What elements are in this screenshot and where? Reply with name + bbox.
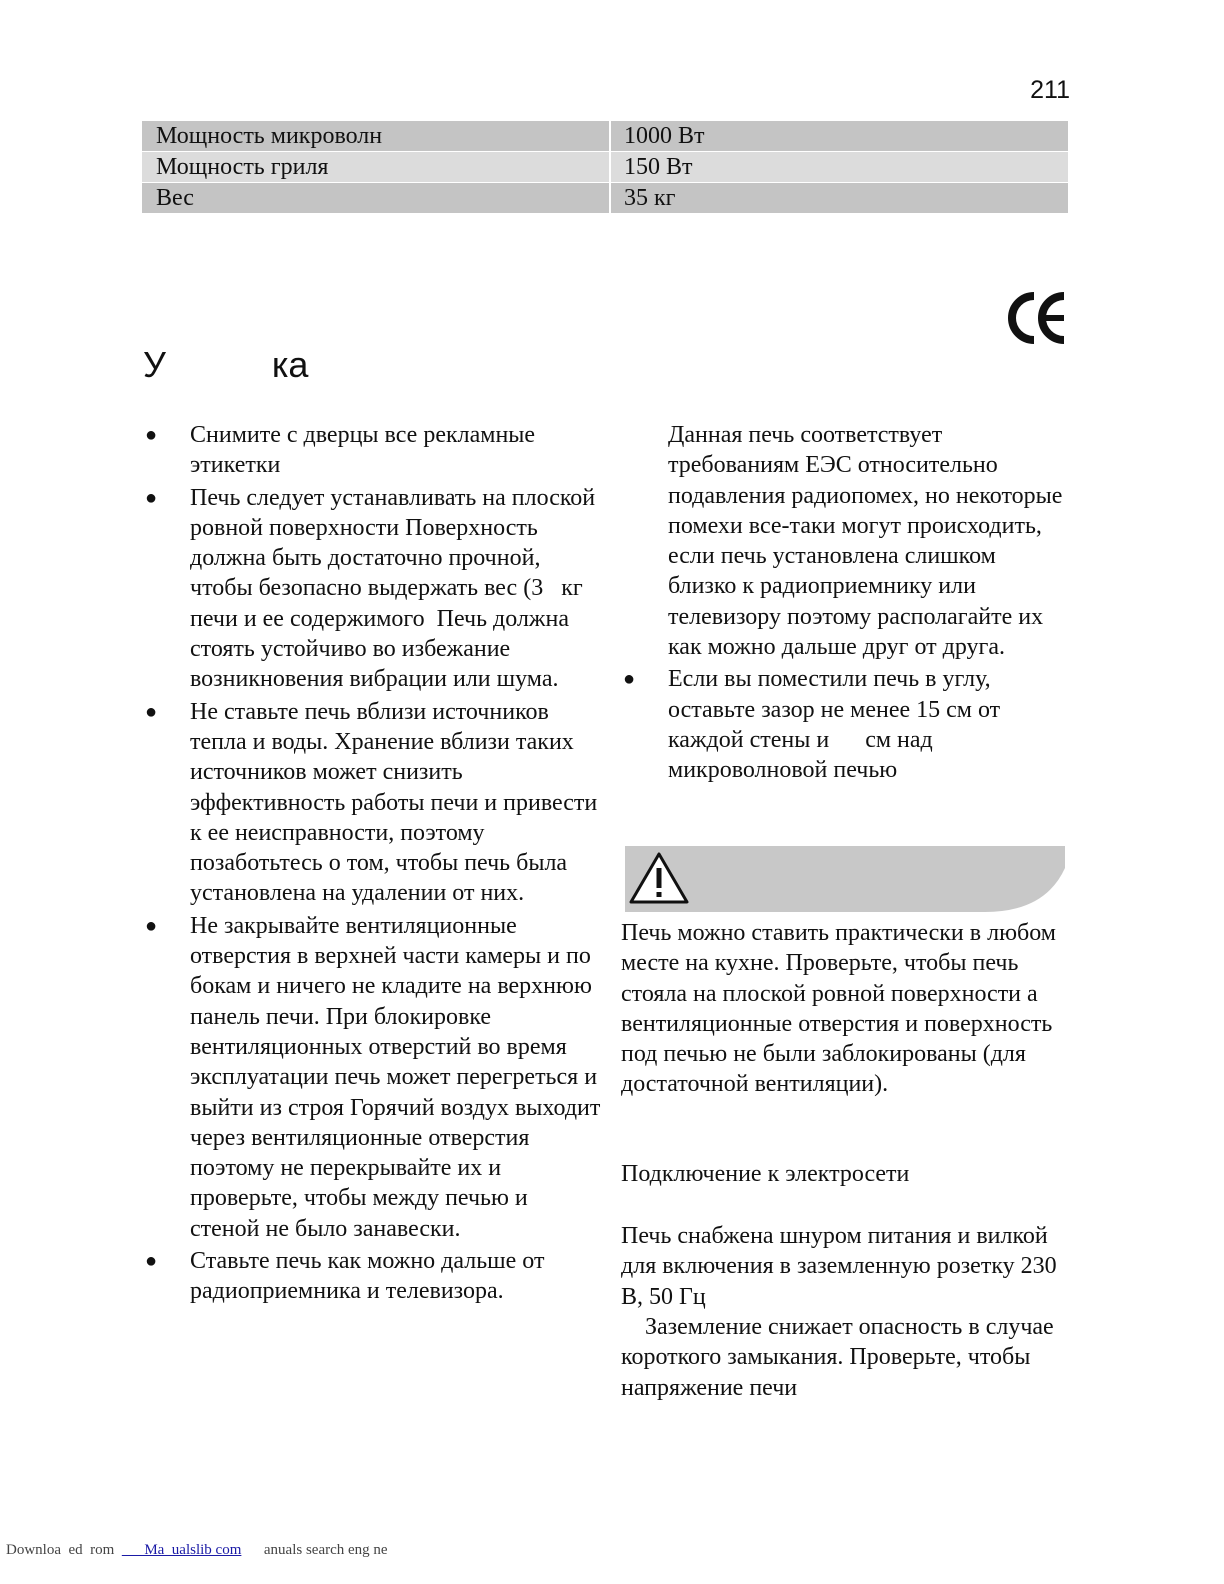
bullet-icon: ● xyxy=(145,914,158,937)
list-item-text: Ставьте печь как можно дальше от радиоприемника и телевизора. xyxy=(190,1248,545,1305)
spec-row xyxy=(142,152,1068,182)
list-item-text: Не ставьте печь вблизи источников тепла и воды. Хранение вблизи таких источников может снизить эффективность работы печи и привести к ее неисправности, поэтому позаботьтесь о том, чтобы печь была установлена на удалении от них. xyxy=(190,698,598,907)
spec-label: Мощность гриля xyxy=(142,152,609,182)
spec-value: 35 кг xyxy=(611,183,1068,213)
footer xyxy=(6,1542,388,1559)
list-item xyxy=(142,697,602,909)
ce-mark-icon xyxy=(1006,288,1068,348)
right-column xyxy=(620,420,1070,786)
spec-label: Вес xyxy=(142,183,609,213)
spec-value: 1000 Вт xyxy=(611,121,1068,151)
bullet-icon: ● xyxy=(623,668,636,691)
list-item xyxy=(142,483,602,695)
bullet-icon: ● xyxy=(145,486,158,509)
warning-text: Печь можно ставить практически в любом месте на кухне. Проверьте, чтобы печь стояла на плоской ровной поверхности а вентиляционные отверстия и поверхность под печью не были заблокированы (для достаточной вентиляции). xyxy=(621,920,1056,1098)
footer-prefix: Downloa ed rom xyxy=(6,1542,122,1558)
spec-label: Мощность микроволн xyxy=(142,121,609,151)
footer-suffix: anuals search eng ne xyxy=(241,1542,388,1558)
list-item-text: Снимите с дверцы все рекламные этикетки xyxy=(190,422,536,479)
bullet-icon: ● xyxy=(145,1250,158,1273)
section-heading xyxy=(143,344,308,386)
list-item-text: Не закрывайте вентиляционные отверстия в верхней части камеры и по бокам и ничего не кладите на верхнюю панель печи. При блокировке вентиляционных отверстий во время эксплуатации печь может перегреться и выйти из строя Горячий воздух выходит через вентиляционные отверстия поэтому не перекрывайте их и проверьте, чтобы между печью и стеной не было занавески. xyxy=(190,912,601,1242)
subheading: Подключение к электросети xyxy=(621,1161,910,1187)
heading-part: У xyxy=(143,344,166,385)
heading-part: ка xyxy=(271,344,309,385)
spec-row xyxy=(142,121,1068,151)
page-number: 211 xyxy=(1030,76,1070,104)
list-item-text: Печь следует устанавливать на плоской ровной поверхности Поверхность должна быть достаточно прочной, чтобы безопасно выдержать вес (3 кг печи и ее содержимого Печь должна стоять устойчиво во избежание возникновения вибрации или шума. xyxy=(190,484,602,693)
bullet-icon: ● xyxy=(145,700,158,723)
bullet-icon: ● xyxy=(145,424,158,446)
compliance-paragraph: Данная печь соответствует требованиям ЕЭС относительно подавления радиопомех, но некоторые помехи все-таки могут происходить, если печь установлена слишком близко к радиоприемнику или телевизору поэтому располагайте их как можно дальше друг от друга. xyxy=(668,422,1063,661)
spec-value: 150 Вт xyxy=(611,152,1068,182)
list-item xyxy=(142,1246,602,1307)
spec-table xyxy=(142,121,1068,214)
spec-row xyxy=(142,183,1068,213)
grounding-text: Заземление снижает опасность в случае короткого замыкания. Проверьте, чтобы напряжение печи xyxy=(621,1314,1060,1401)
list-item xyxy=(620,664,1070,785)
warning-banner xyxy=(625,846,1065,912)
list-item-text: Если вы поместили печь в углу, оставьте зазор не менее 15 см от каждой стены и см над микроволновой печью xyxy=(668,666,1007,784)
power-text: Печь снабжена шнуром питания и вилкой для включения в заземленную розетку 230 В, 50 Гц xyxy=(621,1223,1057,1310)
list-item xyxy=(142,911,602,1244)
list-item xyxy=(142,420,602,481)
footer-link[interactable]: Ma ualslib com xyxy=(121,1542,242,1558)
left-column xyxy=(142,420,602,1309)
